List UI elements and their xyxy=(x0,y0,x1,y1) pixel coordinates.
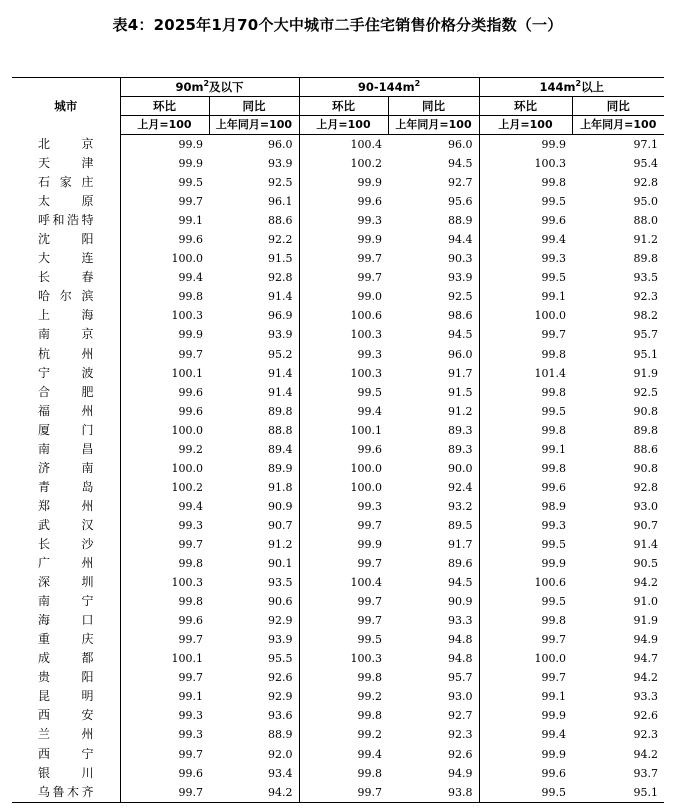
mom-value: 99.9 xyxy=(299,535,388,554)
city-name: 长沙 xyxy=(12,535,120,554)
mom-value: 99.3 xyxy=(299,211,388,230)
mom-value: 99.3 xyxy=(120,725,209,744)
yoy-value: 91.2 xyxy=(448,404,473,418)
table-row xyxy=(12,364,664,383)
mom-value: 100.4 xyxy=(299,573,388,592)
yoy-value: 95.1 xyxy=(633,347,659,361)
yoy-value: 94.5 xyxy=(448,576,473,590)
mom-value: 100.3 xyxy=(120,573,209,592)
mom-value: 99.8 xyxy=(120,592,209,611)
mom-value: 100.3 xyxy=(299,649,388,668)
mom-value: 99.2 xyxy=(120,440,209,459)
mom-value: 99.4 xyxy=(299,402,388,421)
yoy-value: 91.4 xyxy=(268,366,293,380)
yoy-value: 94.5 xyxy=(448,157,473,171)
yoy-value: 91.8 xyxy=(268,480,293,494)
yoy-value: 89.8 xyxy=(268,404,293,418)
yoy-value: 88.6 xyxy=(633,442,659,456)
table-row xyxy=(12,173,664,192)
mom-value: 99.8 xyxy=(299,668,388,687)
mom-value: 100.0 xyxy=(120,421,209,440)
city-column-header: 城市 xyxy=(12,78,120,135)
city-name: 厦门 xyxy=(12,421,120,440)
mom-value: 99.3 xyxy=(120,706,209,725)
yoy-value: 91.0 xyxy=(633,595,659,609)
yoy-value: 91.4 xyxy=(268,290,293,304)
city-name: 深圳 xyxy=(12,573,120,592)
mom-value: 100.1 xyxy=(120,364,209,383)
mom-value: 99.9 xyxy=(479,745,572,764)
table-title: 表4：2025年1月70个大中城市二手住宅销售价格分类指数（一） xyxy=(112,16,563,34)
mom-value: 99.8 xyxy=(120,287,209,306)
mom-value: 100.0 xyxy=(120,249,209,268)
table-row xyxy=(12,345,664,364)
yoy-value: 95.7 xyxy=(448,671,473,685)
yoy-value: 90.3 xyxy=(448,252,473,266)
mom-value: 100.4 xyxy=(299,135,388,155)
mom-value: 99.7 xyxy=(479,668,572,687)
table-row xyxy=(12,649,664,668)
city-name: 南宁 xyxy=(12,592,120,611)
yoy-value: 93.9 xyxy=(268,328,293,342)
group-header-small: $90m^2$及以下 xyxy=(120,78,299,97)
table-row xyxy=(12,230,664,249)
yoy-value: 92.5 xyxy=(448,290,473,304)
mom-value: 99.8 xyxy=(479,383,572,402)
yoy-value: 92.3 xyxy=(633,728,659,742)
yoy-value: 94.2 xyxy=(633,747,659,761)
yoy-value: 91.7 xyxy=(448,366,473,380)
yoy-value: 88.6 xyxy=(268,214,293,228)
mom-value: 99.9 xyxy=(479,135,572,155)
yoy-value: 92.8 xyxy=(268,271,293,285)
mom-value: 99.1 xyxy=(479,687,572,706)
yoy-value: 95.1 xyxy=(633,785,659,799)
city-name: 福州 xyxy=(12,402,120,421)
mom-value: 99.8 xyxy=(299,706,388,725)
mom-value: 100.1 xyxy=(120,649,209,668)
mom-value: 99.7 xyxy=(299,554,388,573)
mom-value: 99.7 xyxy=(299,516,388,535)
city-name: 太原 xyxy=(12,192,120,211)
yoy-value: 92.9 xyxy=(268,614,293,628)
mom-value: 100.6 xyxy=(299,306,388,325)
city-name: 南昌 xyxy=(12,440,120,459)
mom-value: 99.9 xyxy=(120,154,209,173)
yoy-value: 90.1 xyxy=(268,557,293,571)
group-header-large: $144m^2$以上 xyxy=(479,78,664,97)
city-name: 贵阳 xyxy=(12,668,120,687)
yoy-value: 88.8 xyxy=(268,423,293,437)
city-name: 成都 xyxy=(12,649,120,668)
table-row xyxy=(12,154,664,173)
mom-value: 100.3 xyxy=(299,325,388,344)
yoy-value: 94.9 xyxy=(633,633,659,647)
city-name: 石家庄 xyxy=(12,173,120,192)
mom-value: 99.7 xyxy=(299,268,388,287)
mom-header: 环比 xyxy=(299,97,388,116)
table-row xyxy=(12,630,664,649)
yoy-value: 89.6 xyxy=(448,557,473,571)
mom-value: 99.5 xyxy=(299,630,388,649)
yoy-value: 92.5 xyxy=(633,385,659,399)
mom-value: 99.1 xyxy=(120,211,209,230)
mom-value: 99.6 xyxy=(479,764,572,783)
mom-value: 99.9 xyxy=(299,173,388,192)
mom-value: 99.6 xyxy=(479,211,572,230)
table-row xyxy=(12,764,664,783)
mom-value: 99.7 xyxy=(120,668,209,687)
city-name: 广州 xyxy=(12,554,120,573)
yoy-value: 93.3 xyxy=(448,614,473,628)
mom-value: 99.1 xyxy=(479,287,572,306)
mom-value: 100.0 xyxy=(479,649,572,668)
yoy-value: 90.6 xyxy=(268,595,293,609)
price-index-table xyxy=(12,77,664,803)
table-row xyxy=(12,516,664,535)
yoy-header: 同比 xyxy=(388,97,479,116)
yoy-value: 95.2 xyxy=(268,347,293,361)
yoy-value: 90.9 xyxy=(448,595,473,609)
yoy-value: 93.6 xyxy=(268,709,293,723)
mom-value: 99.3 xyxy=(479,249,572,268)
city-name: 乌鲁木齐 xyxy=(12,783,120,803)
group-header-medium: $90-144m^2$ xyxy=(299,78,479,97)
yoy-value: 90.0 xyxy=(448,461,473,475)
yoy-value: 90.7 xyxy=(633,518,659,532)
city-name: 呼和浩特 xyxy=(12,211,120,230)
mom-value: 99.7 xyxy=(120,745,209,764)
yoy-value: 91.9 xyxy=(633,366,659,380)
yoy-value: 98.2 xyxy=(633,309,659,323)
mom-value: 99.5 xyxy=(479,535,572,554)
mom-value: 99.9 xyxy=(479,706,572,725)
yoy-value: 91.5 xyxy=(268,252,293,266)
table-row xyxy=(12,687,664,706)
mom-value: 99.8 xyxy=(120,554,209,573)
yoy-value: 93.5 xyxy=(268,576,293,590)
table-row xyxy=(12,725,664,744)
table-row xyxy=(12,459,664,478)
mom-value: 99.3 xyxy=(479,516,572,535)
yoy-value: 91.2 xyxy=(268,538,293,551)
yoy-value: 94.7 xyxy=(633,652,659,666)
yoy-base-header: 上年同月=100 xyxy=(209,116,299,135)
mom-value: 99.2 xyxy=(299,725,388,744)
yoy-value: 90.8 xyxy=(633,404,659,418)
city-name: 北京 xyxy=(12,135,120,155)
yoy-value: 95.0 xyxy=(633,195,659,209)
yoy-value: 96.0 xyxy=(448,347,473,361)
mom-value: 99.6 xyxy=(120,402,209,421)
yoy-value: 92.6 xyxy=(633,709,659,723)
yoy-value: 93.5 xyxy=(633,271,659,285)
yoy-value: 90.8 xyxy=(633,461,659,475)
yoy-value: 88.0 xyxy=(633,214,659,228)
yoy-value: 89.3 xyxy=(448,442,473,456)
mom-value: 100.2 xyxy=(120,478,209,497)
table-row xyxy=(12,573,664,592)
mom-value: 99.4 xyxy=(120,497,209,516)
yoy-value: 92.6 xyxy=(448,747,473,761)
yoy-value: 93.9 xyxy=(268,633,293,647)
mom-value: 99.5 xyxy=(299,383,388,402)
table-row xyxy=(12,745,664,764)
yoy-value: 96.0 xyxy=(268,138,293,152)
mom-header: 环比 xyxy=(120,97,209,116)
mom-value: 99.6 xyxy=(299,440,388,459)
mom-value: 99.7 xyxy=(299,592,388,611)
yoy-value: 91.2 xyxy=(633,233,659,247)
table-row xyxy=(12,611,664,630)
table-row xyxy=(12,192,664,211)
mom-value: 99.4 xyxy=(120,268,209,287)
yoy-value: 95.7 xyxy=(633,328,659,342)
yoy-value: 88.9 xyxy=(268,728,293,742)
mom-value: 99.5 xyxy=(479,783,572,803)
mom-value: 99.5 xyxy=(479,192,572,211)
city-name: 郑州 xyxy=(12,497,120,516)
mom-value: 99.9 xyxy=(299,230,388,249)
city-name: 昆明 xyxy=(12,687,120,706)
yoy-value: 98.6 xyxy=(448,309,473,323)
mom-value: 99.6 xyxy=(120,383,209,402)
mom-value: 99.8 xyxy=(479,459,572,478)
yoy-value: 88.9 xyxy=(448,214,473,228)
yoy-value: 92.7 xyxy=(448,709,473,723)
yoy-value: 92.6 xyxy=(268,671,293,685)
yoy-value: 96.9 xyxy=(268,309,293,323)
yoy-value: 89.9 xyxy=(268,461,293,475)
mom-value: 100.3 xyxy=(479,154,572,173)
yoy-value: 93.8 xyxy=(448,785,473,799)
mom-value: 99.4 xyxy=(479,230,572,249)
table-row xyxy=(12,383,664,402)
city-name: 西宁 xyxy=(12,745,120,764)
city-name: 上海 xyxy=(12,306,120,325)
mom-value: 99.1 xyxy=(120,687,209,706)
yoy-value: 93.0 xyxy=(448,690,473,704)
city-name: 哈尔滨 xyxy=(12,287,120,306)
table-row xyxy=(12,268,664,287)
yoy-value: 91.5 xyxy=(448,385,473,399)
yoy-value: 89.3 xyxy=(448,423,473,437)
table-row xyxy=(12,287,664,306)
yoy-value: 94.5 xyxy=(448,328,473,342)
city-name: 武汉 xyxy=(12,516,120,535)
yoy-base-header: 上年同月=100 xyxy=(388,116,479,135)
mom-value: 100.0 xyxy=(299,478,388,497)
yoy-value: 93.4 xyxy=(268,766,293,780)
table-row xyxy=(12,497,664,516)
yoy-value: 92.0 xyxy=(268,747,293,761)
yoy-value: 96.0 xyxy=(448,138,473,152)
city-name: 西安 xyxy=(12,706,120,725)
mom-value: 99.3 xyxy=(299,497,388,516)
yoy-value: 94.2 xyxy=(268,785,293,799)
yoy-value: 94.8 xyxy=(448,633,473,647)
mom-value: 100.0 xyxy=(120,459,209,478)
table-row xyxy=(12,249,664,268)
yoy-value: 90.7 xyxy=(268,518,293,532)
mom-value: 99.1 xyxy=(479,440,572,459)
yoy-value: 93.9 xyxy=(448,271,473,285)
mom-value: 99.5 xyxy=(479,592,572,611)
mom-value: 99.8 xyxy=(479,611,572,630)
table-row xyxy=(12,668,664,687)
city-name: 重庆 xyxy=(12,630,120,649)
city-name: 银川 xyxy=(12,764,120,783)
mom-value: 99.6 xyxy=(120,611,209,630)
table-row xyxy=(12,306,664,325)
yoy-value: 93.9 xyxy=(268,157,293,171)
yoy-value: 90.9 xyxy=(268,499,293,513)
mom-value: 99.7 xyxy=(120,192,209,211)
yoy-value: 91.9 xyxy=(633,614,659,628)
mom-value: 99.7 xyxy=(120,345,209,364)
yoy-header: 同比 xyxy=(572,97,664,116)
mom-value: 99.4 xyxy=(479,725,572,744)
table-row xyxy=(12,325,664,344)
mom-value: 101.4 xyxy=(479,364,572,383)
city-name: 南京 xyxy=(12,325,120,344)
yoy-value: 92.7 xyxy=(448,176,473,190)
yoy-value: 92.8 xyxy=(633,480,659,494)
mom-value: 99.8 xyxy=(479,421,572,440)
yoy-value: 93.7 xyxy=(633,766,659,780)
mom-value: 100.3 xyxy=(120,306,209,325)
yoy-value: 94.8 xyxy=(448,652,473,666)
city-name: 沈阳 xyxy=(12,230,120,249)
mom-value: 99.6 xyxy=(479,478,572,497)
yoy-header: 同比 xyxy=(209,97,299,116)
city-name: 青岛 xyxy=(12,478,120,497)
yoy-value: 92.3 xyxy=(448,728,473,742)
yoy-value: 95.4 xyxy=(633,157,659,171)
table-row xyxy=(12,135,664,155)
mom-value: 100.0 xyxy=(299,459,388,478)
mom-value: 99.7 xyxy=(299,611,388,630)
yoy-value: 92.5 xyxy=(268,176,293,190)
mom-value: 99.5 xyxy=(479,402,572,421)
mom-value: 100.0 xyxy=(479,306,572,325)
mom-value: 99.9 xyxy=(120,135,209,155)
mom-value: 99.5 xyxy=(120,173,209,192)
city-name: 杭州 xyxy=(12,345,120,364)
yoy-value: 95.5 xyxy=(268,652,293,666)
yoy-value: 97.1 xyxy=(633,138,659,152)
mom-value: 99.6 xyxy=(120,764,209,783)
yoy-value: 94.2 xyxy=(633,671,659,685)
yoy-value: 90.5 xyxy=(633,557,659,571)
yoy-value: 89.8 xyxy=(633,423,659,437)
table-row xyxy=(12,554,664,573)
mom-value: 99.7 xyxy=(120,783,209,803)
mom-value: 99.9 xyxy=(120,325,209,344)
mom-base-header: 上月=100 xyxy=(299,116,388,135)
table-row xyxy=(12,535,664,554)
yoy-value: 94.9 xyxy=(448,766,473,780)
mom-value: 99.8 xyxy=(479,345,572,364)
city-name: 济南 xyxy=(12,459,120,478)
city-name: 合肥 xyxy=(12,383,120,402)
city-name: 兰州 xyxy=(12,725,120,744)
table-row xyxy=(12,211,664,230)
mom-base-header: 上月=100 xyxy=(479,116,572,135)
table-row xyxy=(12,783,664,803)
yoy-value: 96.1 xyxy=(268,195,293,209)
table-row xyxy=(12,402,664,421)
mom-value: 99.3 xyxy=(120,516,209,535)
city-name: 长春 xyxy=(12,268,120,287)
city-name: 天津 xyxy=(12,154,120,173)
yoy-value: 91.4 xyxy=(633,538,659,551)
yoy-value: 92.4 xyxy=(448,480,473,494)
yoy-value: 94.4 xyxy=(448,233,473,247)
yoy-value: 93.0 xyxy=(633,499,659,513)
table-row xyxy=(12,421,664,440)
mom-value: 99.0 xyxy=(299,287,388,306)
yoy-value: 93.2 xyxy=(448,499,473,513)
mom-header: 环比 xyxy=(479,97,572,116)
mom-value: 99.3 xyxy=(299,345,388,364)
mom-value: 99.5 xyxy=(479,268,572,287)
yoy-value: 92.2 xyxy=(268,233,293,247)
mom-value: 99.7 xyxy=(120,630,209,649)
mom-value: 99.7 xyxy=(479,325,572,344)
mom-value: 100.2 xyxy=(299,154,388,173)
table-row xyxy=(12,706,664,725)
mom-value: 100.3 xyxy=(299,364,388,383)
mom-value: 99.6 xyxy=(299,192,388,211)
yoy-value: 94.2 xyxy=(633,576,659,590)
yoy-value: 91.7 xyxy=(448,538,473,551)
table-row xyxy=(12,592,664,611)
mom-value: 99.2 xyxy=(299,687,388,706)
mom-value: 99.7 xyxy=(479,630,572,649)
yoy-value: 92.3 xyxy=(633,290,659,304)
yoy-value: 93.3 xyxy=(633,690,659,704)
city-name: 大连 xyxy=(12,249,120,268)
city-name: 海口 xyxy=(12,611,120,630)
mom-value: 100.6 xyxy=(479,573,572,592)
yoy-value: 95.6 xyxy=(448,195,473,209)
yoy-value: 89.5 xyxy=(448,518,473,532)
mom-value: 99.6 xyxy=(120,230,209,249)
mom-value: 99.7 xyxy=(299,249,388,268)
mom-value: 99.8 xyxy=(479,173,572,192)
yoy-value: 89.8 xyxy=(633,252,659,266)
table-row xyxy=(12,440,664,459)
mom-value: 99.9 xyxy=(479,554,572,573)
yoy-value: 89.4 xyxy=(268,442,293,456)
yoy-value: 92.8 xyxy=(633,176,659,190)
mom-value: 99.4 xyxy=(299,745,388,764)
mom-base-header: 上月=100 xyxy=(120,116,209,135)
mom-value: 98.9 xyxy=(479,497,572,516)
yoy-value: 91.4 xyxy=(268,385,293,399)
mom-value: 99.7 xyxy=(120,535,209,554)
mom-value: 99.8 xyxy=(299,764,388,783)
city-name: 宁波 xyxy=(12,364,120,383)
mom-value: 99.7 xyxy=(299,783,388,803)
yoy-value: 92.9 xyxy=(268,690,293,704)
yoy-base-header: 上年同月=100 xyxy=(572,116,664,135)
mom-value: 100.1 xyxy=(299,421,388,440)
table-row xyxy=(12,478,664,497)
